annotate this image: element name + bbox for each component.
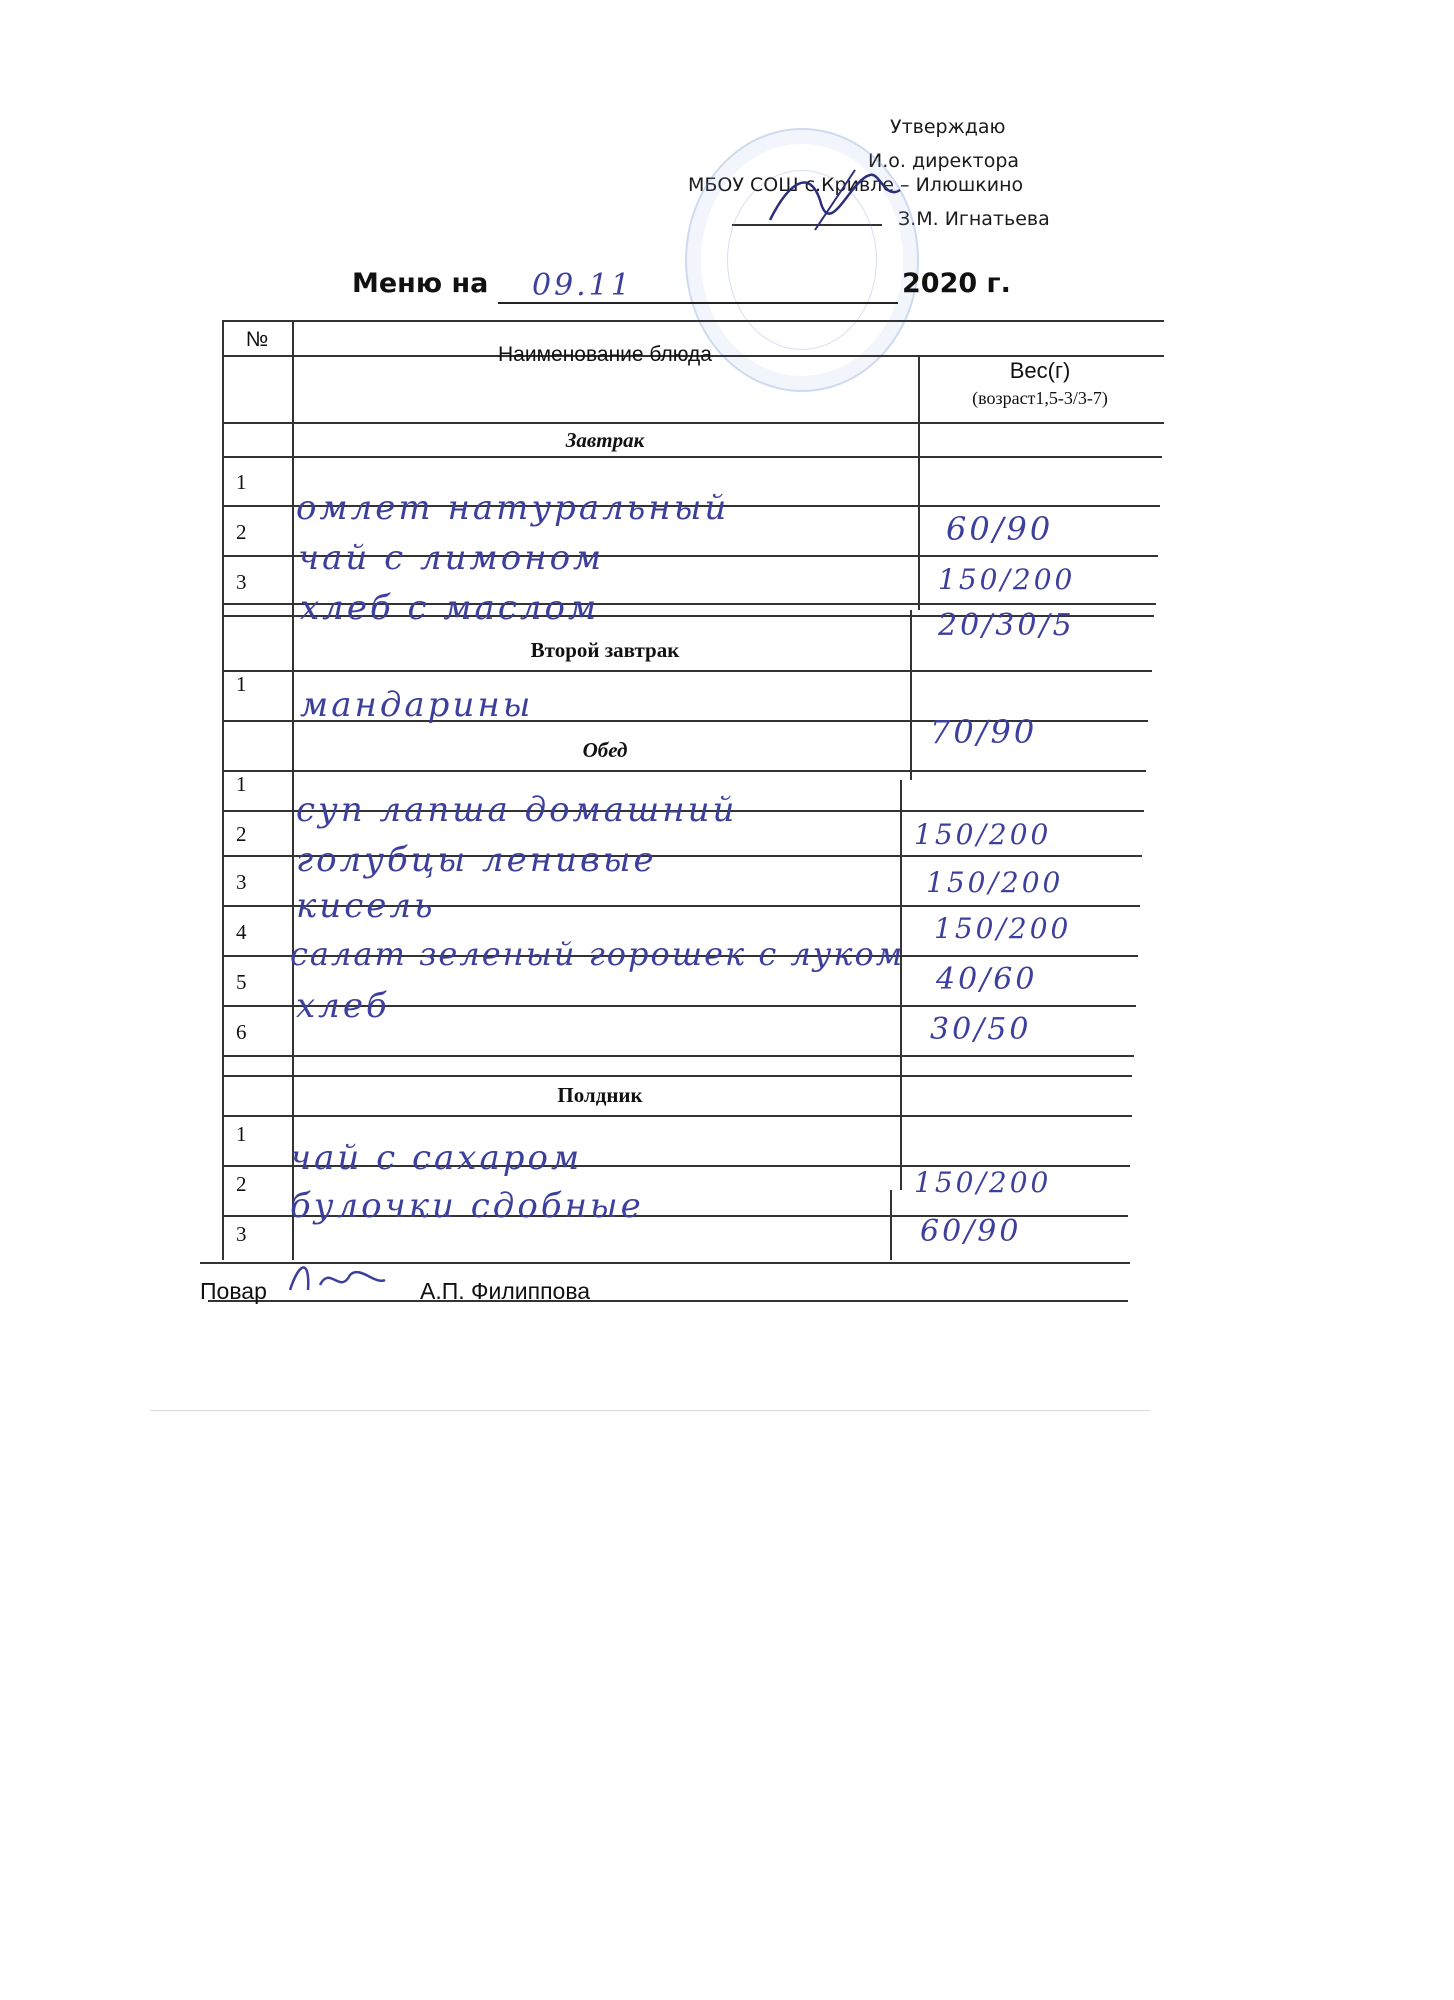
section-breakfast: Завтрак	[565, 428, 645, 452]
row-number: 1	[236, 772, 247, 796]
dish-name: голубцы ленивые	[296, 840, 657, 880]
dish-weight: 150/200	[926, 866, 1064, 899]
scan-artifact-line	[150, 1410, 1150, 1411]
cook-name: А.П. Филиппова	[420, 1278, 591, 1304]
row-number: 2	[236, 520, 247, 544]
dish-weight: 150/200	[934, 912, 1072, 945]
row-number: 3	[236, 570, 247, 594]
row-number: 2	[236, 1172, 247, 1196]
dish-name: суп лапша домашний	[296, 790, 738, 830]
row-number: 1	[236, 1122, 247, 1146]
menu-title	[352, 268, 488, 299]
approval-line-3: МБОУ СОШ с.Кривле – Илюшкино	[688, 174, 1024, 196]
dish-name: хлеб	[296, 986, 390, 1026]
approval-line-1: Утверждаю	[890, 116, 1006, 138]
row-number: 1	[236, 470, 247, 494]
dish-weight: 40/60	[936, 962, 1038, 997]
row-number: 2	[236, 822, 247, 846]
dish-weight: 60/90	[946, 510, 1054, 548]
dish-name: хлеб с маслом	[300, 588, 600, 628]
section-lunch: Обед	[582, 738, 628, 762]
title-prefix: Меню на	[352, 268, 489, 299]
cook-label	[200, 1278, 267, 1305]
dish-name: кисель	[296, 886, 436, 926]
dish-name: чай с сахаром	[290, 1138, 583, 1178]
row-number: 5	[236, 970, 247, 994]
dish-weight: 150/200	[938, 563, 1076, 596]
section-second-breakfast: Второй завтрак	[530, 638, 680, 662]
dish-name: чай с лимоном	[298, 538, 605, 578]
col-header-dish: Наименование блюда	[498, 343, 712, 366]
dish-weight: 70/90	[930, 713, 1038, 751]
col-header-number: №	[245, 328, 269, 351]
col-header-weight-sub: (возраст1,5-3/3-7)	[972, 388, 1108, 408]
cook-signature	[280, 1255, 390, 1305]
cook-title: Повар	[200, 1278, 267, 1304]
section-afternoon-snack: Полдник	[557, 1083, 643, 1107]
dish-weight: 150/200	[914, 818, 1052, 851]
dish-name: омлет натуральный	[296, 488, 730, 528]
title-date: 09.11	[532, 268, 633, 303]
dish-weight: 60/90	[920, 1214, 1022, 1249]
row-number: 1	[236, 672, 247, 696]
dish-name: булочки сдобные	[290, 1186, 644, 1226]
approval-line-4: З.М. Игнатьева	[898, 208, 1050, 230]
row-number: 6	[236, 1020, 247, 1044]
dish-weight: 30/50	[930, 1012, 1032, 1047]
row-number: 3	[236, 870, 247, 894]
dish-weight: 150/200	[914, 1166, 1052, 1199]
director-signature	[760, 160, 910, 250]
title-year: 2020 г.	[902, 268, 1011, 299]
row-number: 4	[236, 920, 247, 944]
dish-name: мандарины	[300, 685, 534, 725]
row-number: 3	[236, 1222, 247, 1246]
approval-line-2: И.о. директора	[868, 150, 1020, 172]
col-header-weight: Вес(г)	[1009, 358, 1071, 383]
dish-weight: 20/30/5	[938, 608, 1075, 643]
dish-name: салат зеленый горошек с луком	[290, 935, 905, 973]
